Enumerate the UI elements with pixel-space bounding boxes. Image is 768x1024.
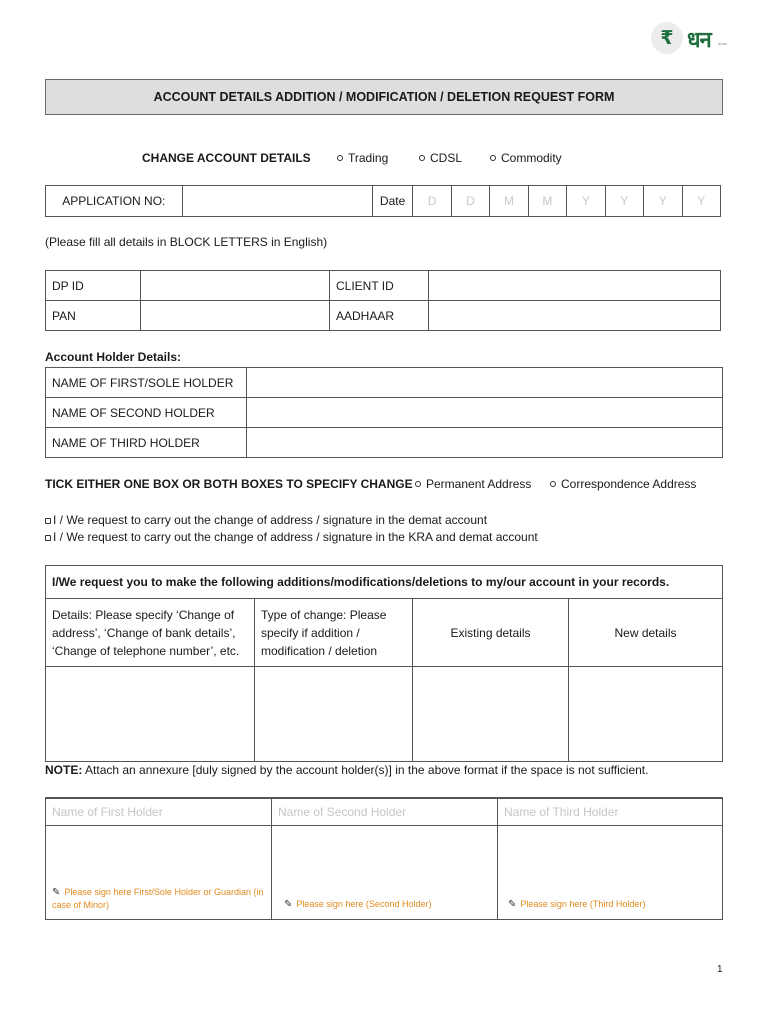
radio-icon[interactable]: [337, 155, 343, 161]
col-new-details: New details: [569, 599, 723, 667]
date-label: Date: [372, 186, 412, 217]
option-trading[interactable]: [337, 151, 388, 165]
col-details: Details: Please specify ‘Change of address’, ‘Change of bank details’, ‘Change of telephone number’, etc.: [46, 599, 255, 667]
tick-instruction: TICK EITHER ONE BOX OR BOTH BOXES TO SPECIFY CHANGE: [45, 477, 413, 491]
client-id-input[interactable]: [429, 271, 721, 301]
pen-icon: ✎: [508, 899, 517, 910]
signature-table: [45, 797, 723, 920]
second-holder-label: NAME OF SECOND HOLDER: [46, 398, 247, 428]
option-label: Commodity: [501, 151, 562, 165]
brand-logo: धन: [687, 28, 711, 53]
note-text: Attach an annexure [duly signed by the account holder(s)] in the above format if the space is not sufficient.: [82, 763, 649, 777]
second-holder-name-input[interactable]: Name of Second Holder: [272, 798, 498, 826]
checkbox-label: Permanent Address: [426, 477, 532, 491]
date-digit-input[interactable]: M: [490, 186, 528, 217]
third-holder-name-input[interactable]: Name of Third Holder: [498, 798, 723, 826]
pan-input[interactable]: [141, 301, 330, 331]
application-no-label: APPLICATION NO:: [46, 186, 183, 217]
checkbox-permanent-address[interactable]: [415, 477, 531, 491]
radio-icon[interactable]: [490, 155, 496, 161]
date-digit-input[interactable]: D: [451, 186, 489, 217]
application-table: [45, 185, 721, 217]
aadhaar-label: AADHAAR: [330, 301, 429, 331]
sign-hint-first: Please sign here First/Sole Holder or Guardian (in case of Minor): [52, 887, 264, 910]
pen-icon: ✎: [284, 899, 293, 910]
note-label: NOTE:: [45, 763, 83, 777]
checkbox-icon[interactable]: [45, 518, 51, 524]
first-holder-signature[interactable]: [46, 826, 272, 920]
pan-label: PAN: [46, 301, 141, 331]
col-existing-details: Existing details: [413, 599, 569, 667]
dp-id-label: DP ID: [46, 271, 141, 301]
third-holder-input[interactable]: [247, 428, 723, 458]
page-number: 1: [717, 964, 723, 975]
date-digit-input[interactable]: D: [413, 186, 451, 217]
form-title: ACCOUNT DETAILS ADDITION / MODIFICATION / DELETION REQUEST FORM: [45, 79, 723, 115]
pen-icon: ✎: [52, 887, 61, 898]
request-demat[interactable]: [45, 513, 487, 527]
first-holder-input[interactable]: [247, 368, 723, 398]
ids-table: [45, 270, 721, 331]
date-digit-input[interactable]: Y: [682, 186, 721, 217]
rupee-logo-icon: ₹: [651, 22, 683, 54]
second-holder-input[interactable]: [247, 398, 723, 428]
first-holder-name-input[interactable]: Name of First Holder: [46, 798, 272, 826]
sign-hint-third: Please sign here (Third Holder): [520, 899, 646, 909]
holders-table: [45, 367, 723, 458]
existing-details-input[interactable]: [413, 667, 569, 762]
option-cdsl[interactable]: [419, 151, 462, 165]
brand-logo-sub: dhan: [718, 41, 727, 46]
dp-id-input[interactable]: [141, 271, 330, 301]
second-holder-signature[interactable]: [272, 826, 498, 920]
annexure-note: [45, 763, 648, 777]
third-holder-signature[interactable]: [498, 826, 723, 920]
account-holder-heading: Account Holder Details:: [45, 350, 182, 364]
col-type-of-change: Type of change: Please specify if addition / modification / deletion: [255, 599, 413, 667]
date-digit-input[interactable]: Y: [605, 186, 643, 217]
checkbox-icon[interactable]: [550, 481, 556, 487]
option-commodity[interactable]: [490, 151, 562, 165]
date-digit-input[interactable]: Y: [644, 186, 682, 217]
checkbox-label: Correspondence Address: [561, 477, 697, 491]
option-label: Trading: [348, 151, 389, 165]
sign-hint-second: Please sign here (Second Holder): [296, 899, 432, 909]
date-digit-input[interactable]: M: [528, 186, 566, 217]
third-holder-label: NAME OF THIRD HOLDER: [46, 428, 247, 458]
client-id-label: CLIENT ID: [330, 271, 429, 301]
request-kra-demat[interactable]: [45, 530, 538, 544]
request-label: I / We request to carry out the change of address / signature in the demat account: [53, 513, 488, 527]
application-no-input[interactable]: [182, 186, 372, 217]
aadhaar-input[interactable]: [429, 301, 721, 331]
checkbox-icon[interactable]: [415, 481, 421, 487]
details-input[interactable]: [46, 667, 255, 762]
type-of-change-input[interactable]: [255, 667, 413, 762]
request-label: I / We request to carry out the change of address / signature in the KRA and demat account: [53, 530, 538, 544]
radio-icon[interactable]: [419, 155, 425, 161]
option-label: CDSL: [430, 151, 463, 165]
date-digit-input[interactable]: Y: [567, 186, 605, 217]
change-account-label: CHANGE ACCOUNT DETAILS: [142, 151, 311, 165]
changes-table: [45, 565, 723, 762]
changes-table-header: I/We request you to make the following additions/modifications/deletions to my/our account in your records.: [46, 566, 723, 599]
new-details-input[interactable]: [569, 667, 723, 762]
checkbox-icon[interactable]: [45, 535, 51, 541]
first-holder-label: NAME OF FIRST/SOLE HOLDER: [46, 368, 247, 398]
block-letters-note: (Please fill all details in BLOCK LETTERS in English): [45, 235, 328, 249]
checkbox-correspondence-address[interactable]: [550, 477, 696, 491]
